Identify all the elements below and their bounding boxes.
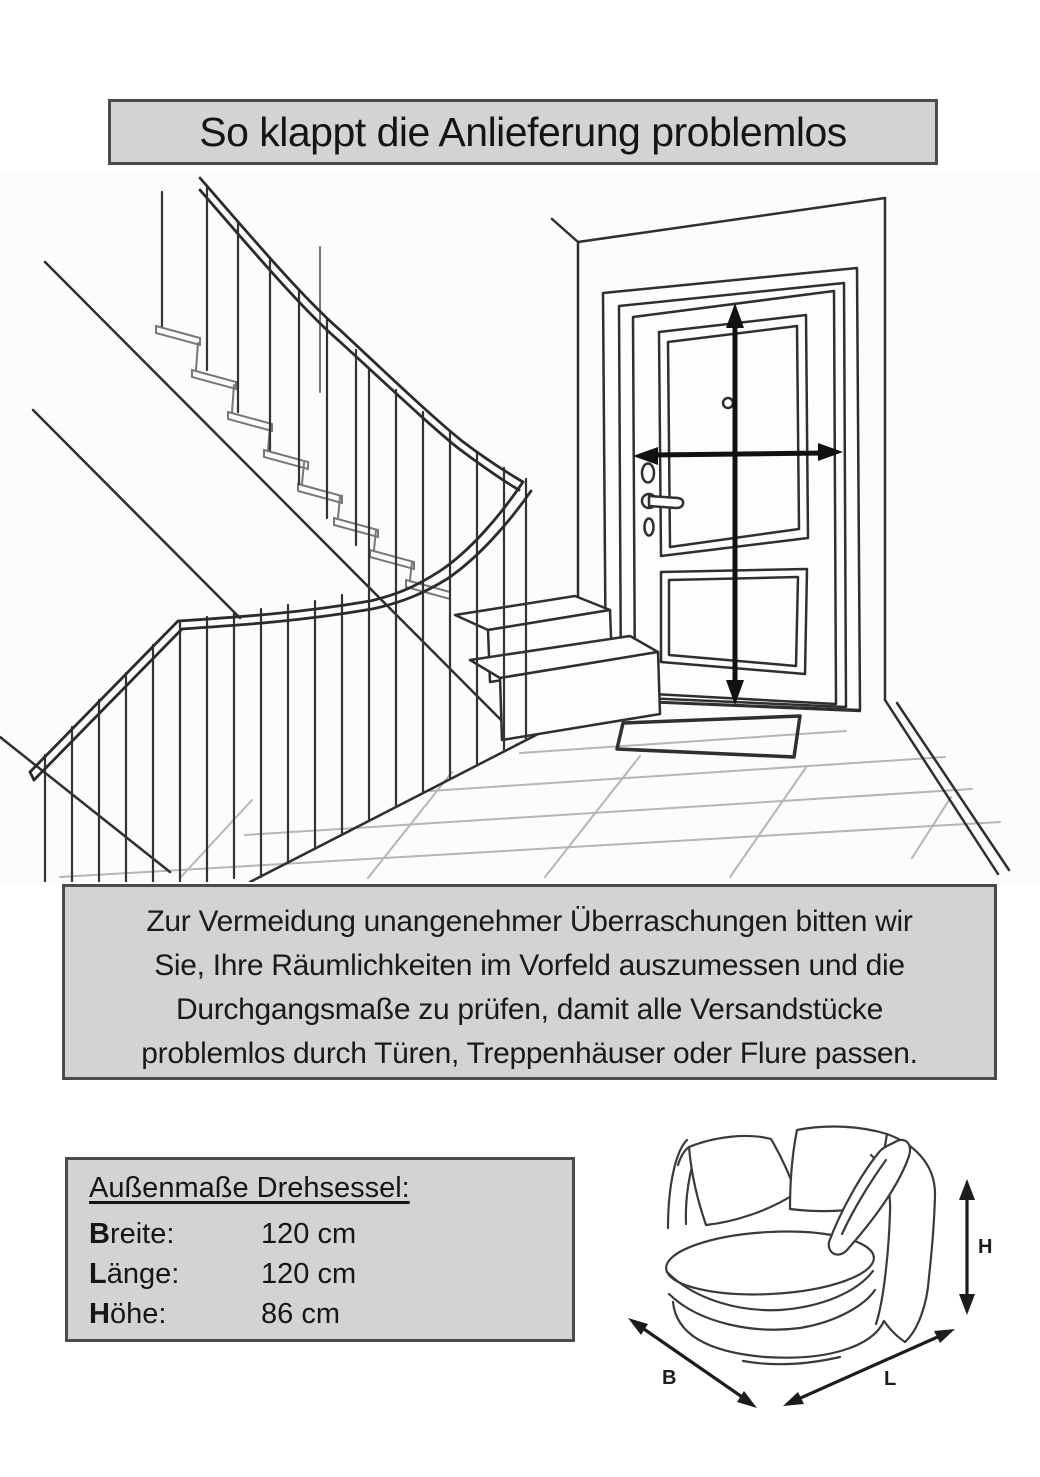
title-bar <box>108 99 938 165</box>
height-label: H <box>978 1236 993 1258</box>
chair-height-arrow <box>959 1179 992 1315</box>
dimension-label: Länge: <box>89 1258 180 1290</box>
dimension-row <box>89 1214 572 1254</box>
chair-length-arrow <box>783 1329 955 1406</box>
width-label: B <box>662 1367 677 1389</box>
dimension-value: 120 cm <box>261 1218 357 1250</box>
notice-box <box>62 884 997 1080</box>
dimension-value: 120 cm <box>261 1258 357 1290</box>
dimensions-box <box>65 1157 575 1342</box>
notice-line: Durchgangsmaße zu prüfen, damit alle Versandstücke <box>175 993 884 1026</box>
back-pillow-left <box>689 1136 796 1225</box>
dimensions-title: Außenmaße Drehsessel: <box>89 1172 410 1204</box>
chair-width-arrow <box>628 1318 757 1408</box>
page-title: So klappt die Anlieferung problemlos <box>199 108 847 155</box>
notice-line: Sie, Ihre Räumlichkeiten im Vorfeld auszumessen und die <box>154 949 905 982</box>
notice-line: Zur Vermeidung unangenehmer Überraschungen bitten wir <box>146 905 913 938</box>
swivel-chair-figure <box>600 1100 1040 1477</box>
dimension-row <box>89 1254 572 1294</box>
length-label: L <box>884 1368 897 1390</box>
dimension-row <box>89 1294 572 1334</box>
hallway-illustration <box>0 172 1040 882</box>
swivel-chair-sketch <box>665 1127 936 1365</box>
dimension-label: Breite: <box>89 1218 175 1250</box>
dimension-value: 86 cm <box>261 1298 340 1330</box>
notice-line: problemlos durch Türen, Treppenhäuser oder Flure passen. <box>141 1037 918 1070</box>
dimension-label: Höhe: <box>89 1298 167 1330</box>
